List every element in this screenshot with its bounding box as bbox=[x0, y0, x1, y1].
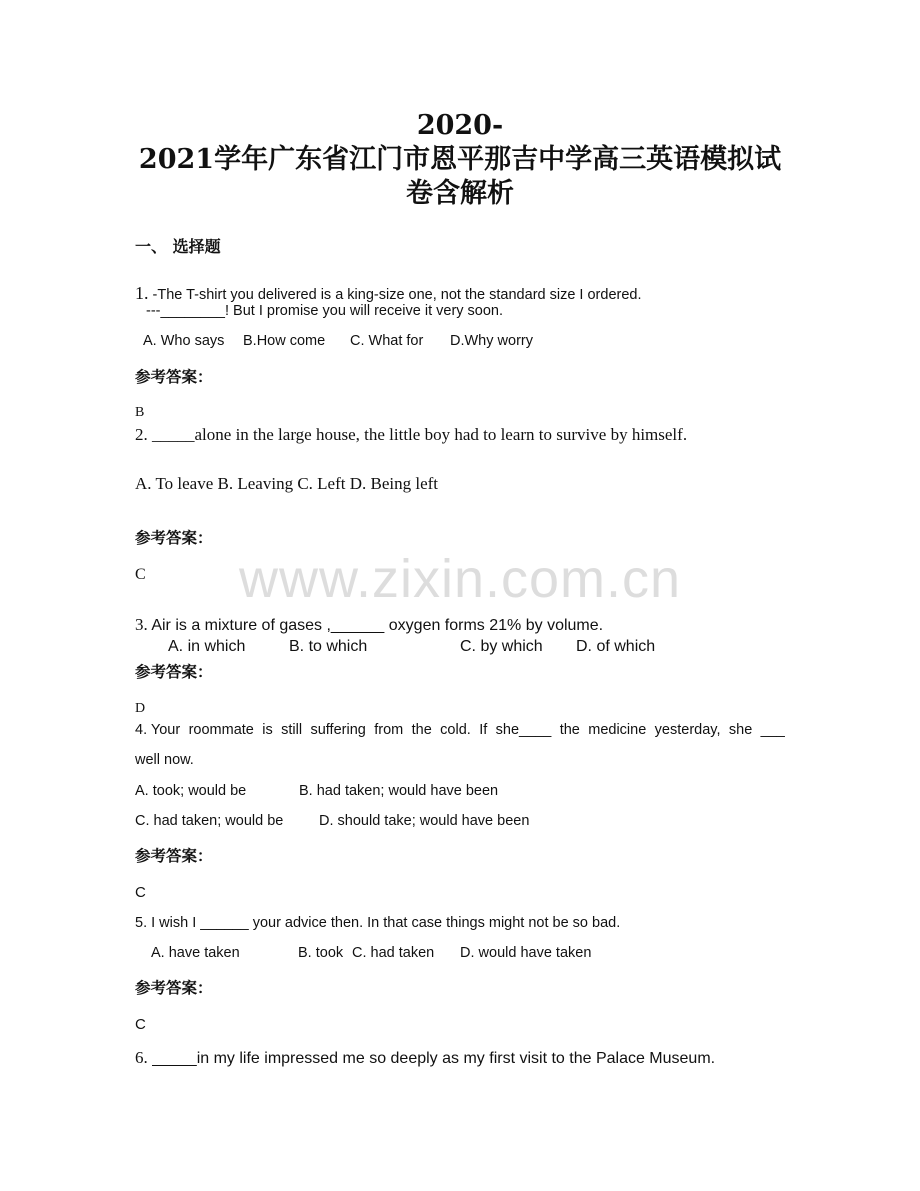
question-4-option-c: C. had taken; would be bbox=[135, 813, 284, 829]
question-5-option-d: D. would have taken bbox=[460, 945, 592, 961]
question-text bbox=[135, 722, 785, 738]
question-6-stem bbox=[135, 1048, 715, 1068]
question-number: 6. bbox=[135, 1048, 148, 1067]
question-2-answer: C bbox=[135, 566, 146, 583]
question-word: she bbox=[728, 722, 753, 738]
question-3-option-b: B. to which bbox=[289, 638, 368, 655]
question-3-option-a: A. in which bbox=[168, 638, 246, 655]
question-2-stem bbox=[135, 425, 687, 445]
question-3-option-d: D. of which bbox=[576, 638, 656, 655]
question-word: medicine bbox=[588, 722, 647, 738]
answer-heading: 参考答案： bbox=[135, 529, 213, 547]
question-3-stem bbox=[135, 615, 603, 635]
question-text: -The T-shirt you delivered is a king-size one, not the standard size I ordered. bbox=[152, 287, 642, 303]
question-word: suffering bbox=[310, 722, 366, 738]
question-number: 1. bbox=[135, 283, 149, 303]
question-4-option-a: A. took; would be bbox=[135, 783, 247, 799]
question-text: _____in my life impressed me so deeply as my first visit to the Palace Museum. bbox=[152, 1050, 716, 1067]
question-4-answer: C bbox=[135, 884, 146, 901]
question-3-answer: D bbox=[135, 701, 146, 716]
answer-heading: 参考答案： bbox=[135, 847, 213, 865]
question-text: _____alone in the large house, the little boy had to learn to survive by himself. bbox=[152, 425, 688, 444]
question-word: she____ bbox=[495, 722, 552, 738]
question-number: 5. bbox=[135, 915, 148, 931]
question-word: the bbox=[411, 722, 432, 738]
question-1-option-d: D.Why worry bbox=[450, 333, 533, 349]
question-4-stem-line-1 bbox=[135, 722, 785, 738]
question-text: I wish I ______ your advice then. In that case things might not be so bad. bbox=[151, 915, 621, 931]
question-5-option-a: A. have taken bbox=[151, 945, 240, 961]
document-title-line-1: 2020- bbox=[416, 110, 504, 141]
question-word: still bbox=[281, 722, 303, 738]
question-number: 2. bbox=[135, 425, 148, 444]
section-heading: 一、 选择题 bbox=[135, 237, 221, 256]
question-number: 3. bbox=[135, 615, 148, 634]
question-word: ___ bbox=[760, 722, 785, 738]
question-1-answer: B bbox=[135, 405, 145, 420]
question-1-option-a: A. Who says bbox=[143, 333, 225, 349]
document-title-line-3: 卷含解析 bbox=[406, 178, 514, 209]
question-5-option-c: C. had taken bbox=[352, 945, 435, 961]
question-4-stem-line-2: well now. bbox=[135, 752, 194, 768]
question-text: Air is a mixture of gases ,______ oxygen forms 21% by volume. bbox=[151, 617, 604, 634]
question-3-option-c: C. by which bbox=[460, 638, 543, 655]
question-word: from bbox=[374, 722, 404, 738]
question-word: yesterday, bbox=[654, 722, 721, 738]
watermark: www.zixin.com.cn bbox=[238, 549, 682, 609]
answer-heading: 参考答案： bbox=[135, 979, 213, 997]
question-1-stem-line-2: ---________! But I promise you will receive it very soon. bbox=[146, 303, 504, 319]
question-4-option-d: D. should take; would have been bbox=[319, 813, 530, 829]
answer-heading: 参考答案： bbox=[135, 368, 213, 386]
answer-heading: 参考答案： bbox=[135, 663, 213, 681]
question-5-stem bbox=[135, 915, 620, 931]
question-word: If bbox=[479, 722, 488, 738]
question-4-option-b: B. had taken; would have been bbox=[299, 783, 499, 799]
question-word: the bbox=[559, 722, 580, 738]
document-title-line-2: 2021学年广东省江门市恩平那吉中学高三英语模拟试 bbox=[138, 144, 782, 175]
question-1-option-c: C. What for bbox=[350, 333, 424, 349]
question-5-option-b: B. took bbox=[298, 945, 344, 961]
question-1-stem-line-1 bbox=[135, 283, 642, 304]
question-number-and-word: 4. Your bbox=[135, 722, 181, 738]
question-word: cold. bbox=[440, 722, 471, 738]
question-5-answer: C bbox=[135, 1016, 146, 1033]
question-2-options: A. To leave B. Leaving C. Left D. Being left bbox=[135, 474, 439, 493]
question-1-option-b: B.How come bbox=[243, 333, 326, 349]
question-word: is bbox=[262, 722, 273, 738]
question-word: roommate bbox=[188, 722, 254, 738]
